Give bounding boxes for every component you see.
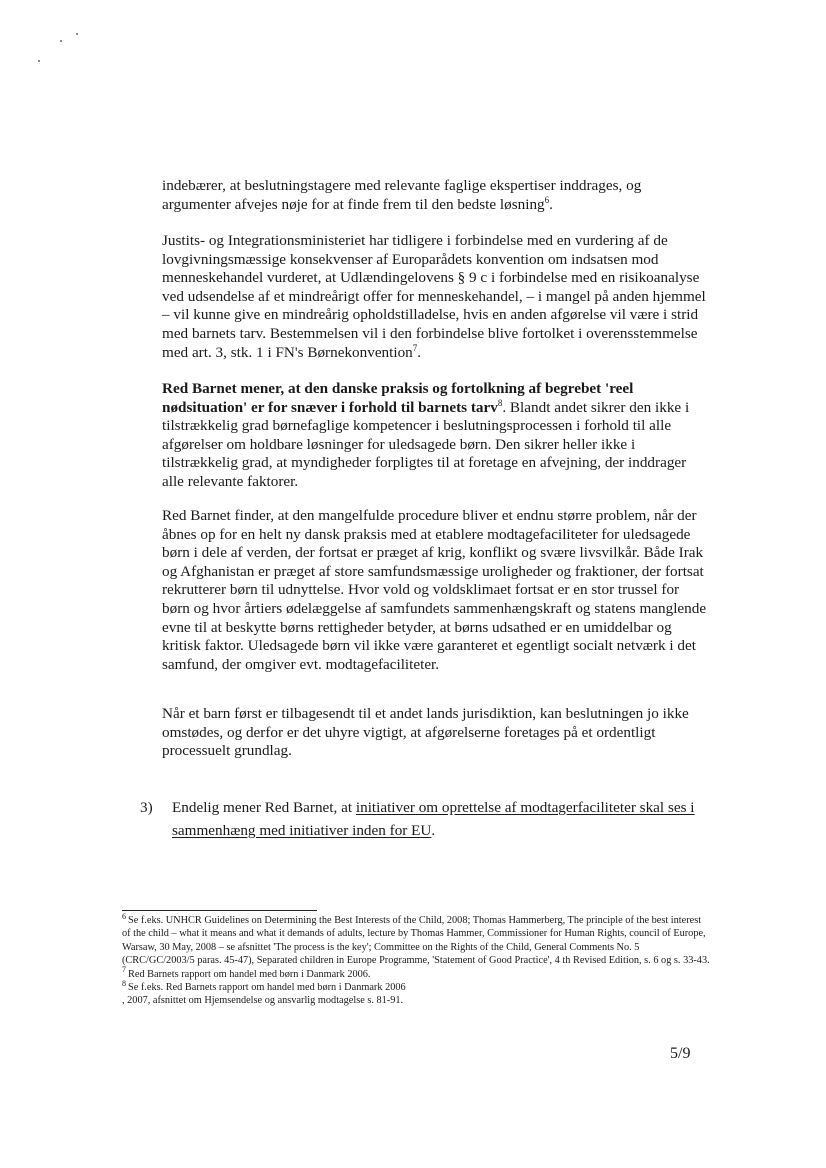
paragraph-0: indebærer, at beslutningstagere med relevante faglige ekspertiser inddrages, og argumenter afvejes nøje for at finde frem til den bedste løsning$^6$.	[162, 177, 642, 213]
footnote-ref-6: 6	[544, 194, 550, 205]
paragraph-3: Red Barnet finder, at den mangelfulde procedure bliver et endnu større problem, når der åbnes op for en helt ny dansk praksis med at etablere modtagefaciliteter for uledsagede børn i dele af verden, der fortsat er præget af krig, konflikt og svære livsvilkår. Både Irak og Afghanistan er præget af store samfundsmæssige uroligheder og fraktioner, der fortsat rekrutterer børn til udnyttelse. Hvor vold og voldsklimaet fortsat er en stor trussel for børn og hvor årtiers ødelæggelse af samfundets sammenhængskraft og statens manglende evne til at beskytte børns rettigheder betyder, at børns udsathed er en umiddelbar og kritisk faktor. Uledsagede børn vil ikke være garanteret et egentligt socialt netværk i det samfund, der omgiver evt. modtagefaciliteter.	[162, 507, 707, 673]
item-number: 3)	[140, 799, 153, 816]
footnote-6: $^6$ Se f.eks. UNHCR Guidelines on Determining the Best Interests of the Child, 2008; Thomas Hammerberg, The principle of the best interest of the child – what it means and what it demands of adults, lecture by Thomas Hammer, Commissioner for Human Rights, council of Europe, Warsaw, 30 May, 2008 – se afsnittet 'The process is the key'; Committee on the Rights of the Child, General Comments No. 5 (CRC/GC/2003/5 paras. 45-47), Separated children in Europe Programme, 'Statement of Good Practice', 4 th Revised Edition, s. 6 og s. 33-43.	[122, 911, 710, 967]
bold-statement: Red Barnet mener, at den danske praksis og fortolkning af begrebet 'reel nødsituation' er for snæver i forhold til barnets tarv	[162, 380, 634, 416]
paragraph-4: Når et barn først er tilbagesendt til et andet lands jurisdiktion, kan beslutningen jo ikke omstødes, og derfor er det uhyre vigtigt, at afgørelserne foretages på et ordentligt processuelt grundlag.	[162, 705, 689, 760]
footnote-8: $^8$ Se f.eks. Red Barnets rapport om handel med børn i Danmark 2006	[122, 978, 406, 994]
footnote-separator	[122, 910, 317, 911]
underlined-text: initiativer om oprettelse af modtagerfaciliteter skal ses i sammenhæng med initiativer inden for EU	[172, 799, 695, 839]
paragraph-2: Red Barnet mener, at den danske praksis og fortolkning af begrebet 'reel nødsituation' er for snæver i forhold til barnets tarv$^8$. Blandt andet sikrer den ikke i tilstrækkelig grad børnefaglige kompetencer i beslutningsprocessen i forhold til alle afgørelser om holdbare løsninger for uledsagede børn. Den sikrer heller ikke i tilstrækkelig grad, at myndigheder forpligtes til at foretage en afvejning, der inddrager alle relevante faktorer.	[162, 380, 690, 490]
scan-speck	[76, 33, 78, 35]
scan-speck	[60, 40, 62, 42]
footnotes	[122, 911, 712, 1008]
footnote-ref-8: 8	[497, 397, 503, 408]
paragraph-1: Justits- og Integrationsministeriet har tidligere i forbindelse med en vurdering af de lovgivningsmæssige konsekvenser af Europarådets konvention om indsatsen mod menneskehandel vurderet, at Udlændingelovens § 9 c i forbindelse med en risikoanalyse ved udsendelse af et mindreårigt offer for menneskehandel, – i mangel på anden hjemmel – vil kunne give en mindreårig opholdstilladelse, hvis en anden afgørelse vil være i strid med barnets tarv. Bestemmelsen vil i den forbindelse blive fortolket i overensstemmelse med art. 3, stk. 1 i FN's Børnekonvention$^7$.	[162, 232, 706, 361]
page-number: 5/9	[670, 1045, 691, 1062]
item-text: Endelig mener Red Barnet, at initiativer om oprettelse af modtagerfaciliteter skal ses i sammenhæng med initiativer inden for EU.	[172, 799, 695, 839]
footnote-ref-7: 7	[412, 342, 418, 353]
scan-speck	[38, 60, 40, 62]
footnote-8-continued: , 2007, afsnittet om Hjemsendelse og ansvarlig modtagelse s. 81-91.	[122, 995, 404, 1007]
footnote-7: $^7$ Red Barnets rapport om handel med børn i Danmark 2006.	[122, 965, 371, 980]
